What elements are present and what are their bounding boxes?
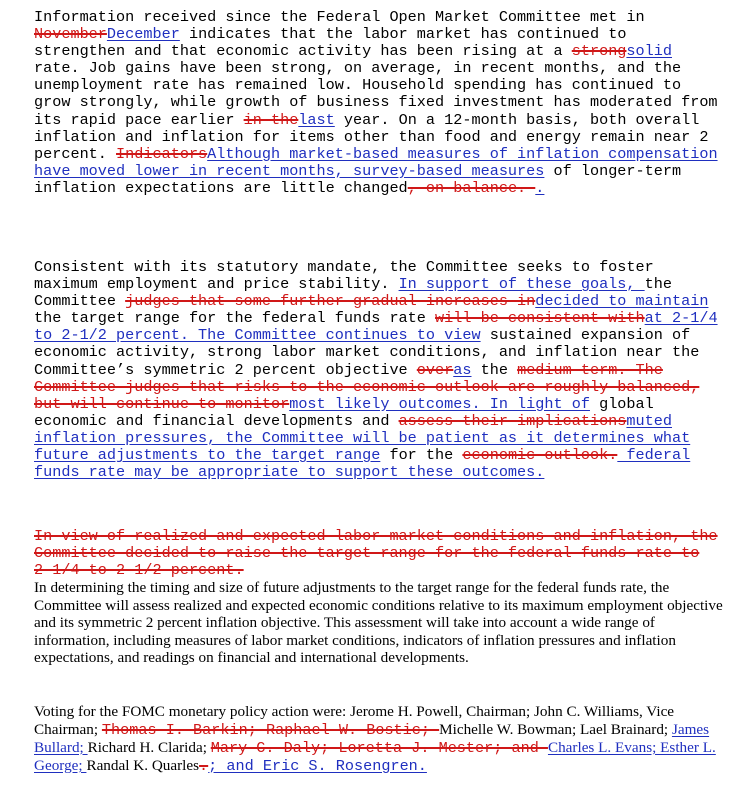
- text-run: rate. Job gains have been strong, on average, in recent months, and the unemployment rate has remained low. Household spending has continued to grow strongly, while growth of business fixed investment has moderated from its rapid pace earlier: [34, 59, 718, 129]
- deleted-text: strong: [571, 42, 627, 61]
- deleted-text: in the: [243, 110, 299, 129]
- deleted-text: Mary C. Daly; Loretta J. Mester; and: [210, 738, 548, 757]
- text-run: for the: [380, 446, 463, 465]
- deleted-text: over: [416, 360, 454, 379]
- inserted-text: James Bullard;: [34, 720, 710, 756]
- inserted-text: last: [298, 110, 335, 129]
- text-run: the: [471, 360, 518, 379]
- inserted-text: solid: [626, 42, 672, 61]
- text-run: Voting for the FOMC monetary policy action were: Jerome H. Powell, Chairman; John C. Williams, Vice Chairman;: [34, 703, 675, 738]
- deleted-text: economic outlook.: [462, 446, 618, 465]
- paragraph-policy-decision: [34, 259, 724, 481]
- text-run: indicates that the labor market has continued to strengthen and that economic activity has been rising at a: [34, 25, 627, 61]
- text-run: the Committee: [34, 275, 672, 311]
- paragraph-economic-conditions: [34, 9, 724, 197]
- text-run: the target range for the federal funds rate: [34, 309, 436, 328]
- inserted-text: as: [453, 360, 472, 379]
- inserted-text: December: [106, 25, 180, 44]
- deleted-text: judges that some further gradual increases in: [125, 292, 536, 311]
- paragraph-future-adjustments: [34, 528, 724, 667]
- deleted-text: medium term. The Committee judges that risks to the economic outlook are roughly balanced, but will continue to monitor: [34, 360, 700, 413]
- deleted-text: .: [199, 756, 209, 775]
- paragraph-voting-members: [34, 703, 724, 775]
- deleted-text: will be consistent with: [435, 309, 645, 328]
- inserted-text: ; and Eric S. Rosengren.: [208, 756, 427, 775]
- text-run: Consistent with its statutory mandate, the Committee seeks to foster maximum employment and price stability.: [34, 258, 654, 294]
- inserted-text: In support of these goals,: [398, 275, 645, 294]
- deleted-text: assess their implications: [398, 411, 627, 430]
- inserted-text: most likely outcomes. In light of: [289, 394, 590, 413]
- text-run: of longer-term inflation expectations are little changed: [34, 161, 682, 197]
- deleted-rate-decision-text: In view of realized and expected labor market conditions and inflation, the Committee decided to raise the target range for the federal funds rate to 2-1/4 to 2-1/2 percent.: [34, 527, 718, 580]
- inserted-text: Charles L. Evans; Esther L. George;: [34, 738, 716, 774]
- text-run: Information received since the Federal Open Market Committee met in: [34, 8, 645, 26]
- future-adjustments-text: In determining the timing and size of future adjustments to the target range for the federal funds rate, the Committee will assess realized and expected economic conditions relative to its maximum employment objective and its symmetric 2 percent inflation objective. This assessment will take into account a wide range of information, including measures of labor market conditions, indicators of inflation pressures and inflation expectations, and readings on financial and international developments.: [34, 579, 723, 667]
- inserted-text: muted inflation pressures, the Committee will be patient as it determines what future adjustments to the target range: [34, 411, 691, 465]
- inserted-text: Although market-based measures of inflation compensation have moved lower in recent months, survey-based measures: [34, 144, 718, 180]
- text-run: Michelle W. Bowman; Lael Brainard;: [439, 720, 672, 738]
- deleted-text: Thomas I. Barkin; Raphael W. Bostic;: [101, 720, 440, 739]
- deleted-text: November: [34, 25, 107, 44]
- text-run: global economic and financial developments and: [34, 394, 654, 430]
- inserted-text: federal funds rate may be appropriate to support these outcomes.: [34, 446, 691, 482]
- deleted-text: Indicators: [116, 144, 208, 163]
- inserted-text: at 2-1/4 to 2-1/2 percent. The Committee continues to view: [34, 309, 718, 345]
- text-run: Randal K. Quarles: [86, 756, 200, 774]
- deleted-text: , on balance.: [407, 178, 536, 197]
- inserted-text: decided to maintain: [535, 292, 709, 311]
- text-run: year. On a 12-month basis, both overall inflation and inflation for items other than food and energy remain near 2 percent.: [34, 110, 709, 163]
- text-run: Richard H. Clarida;: [87, 738, 211, 756]
- inserted-text: .: [535, 178, 545, 197]
- text-run: sustained expansion of economic activity, strong labor market conditions, and inflation near the Committee’s symmetric 2 percent objective: [34, 326, 700, 379]
